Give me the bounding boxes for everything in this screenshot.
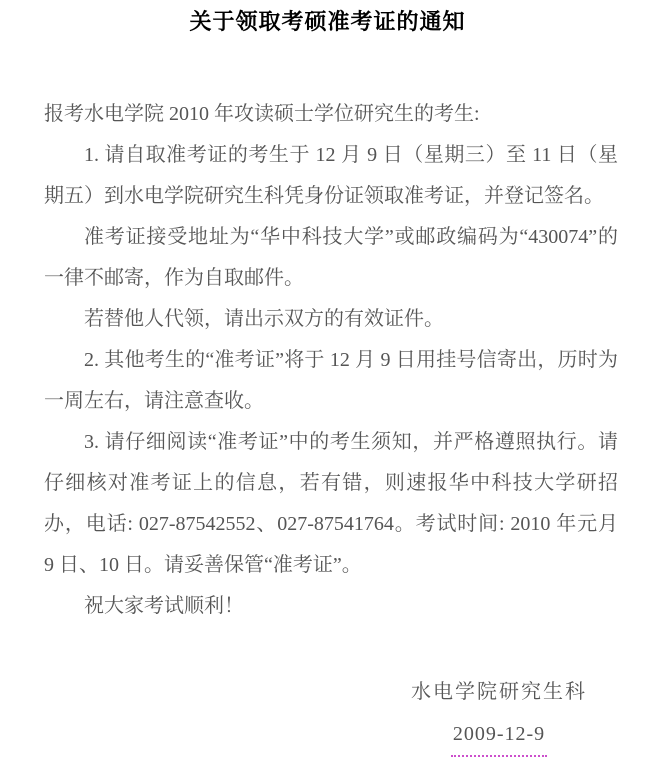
- signature-block: [0, 671, 655, 757]
- paragraph-mailing-address: 准考证接受地址为“华中科技大学”或邮政编码为“430074”的一律不邮寄，作为自取邮件。: [44, 226, 618, 289]
- signature-inner: [411, 671, 587, 757]
- salutation-line: 报考水电学院 2010 年攻读硕士学位研究生的考生:: [44, 103, 480, 125]
- document-title: 关于领取考硕准考证的通知: [189, 9, 466, 34]
- closing-wish: 祝大家考试顺利！: [84, 595, 244, 617]
- document-body: [44, 94, 618, 627]
- paragraph-item-3: 3. 请仔细阅读“准考证”中的考生须知，并严格遵照执行。请仔细核对准考证上的信息，若有错，则速报华中科技大学研招办，电话: 027-87542552、027-87541764。考试时间: 2010 年元月 9 日、10 日。请妥善保管“准考证”。: [44, 431, 618, 576]
- paragraph-item-2: 2. 其他考生的“准考证”将于 12 月 9 日用挂号信寄出，历时为一周左右，请注意查收。: [44, 349, 618, 412]
- paragraph-proxy-pickup: 若替他人代领，请出示双方的有效证件。: [84, 308, 444, 330]
- signature-date-line: [411, 713, 587, 757]
- paragraph-item-1: 1. 请自取准考证的考生于 12 月 9 日（星期三）至 11 日（星期五）到水电学院研究生科凭身份证领取准考证，并登记签名。: [44, 144, 618, 207]
- signature-name: 水电学院研究生科: [411, 681, 587, 703]
- signature-date: 2009-12-9: [451, 713, 547, 757]
